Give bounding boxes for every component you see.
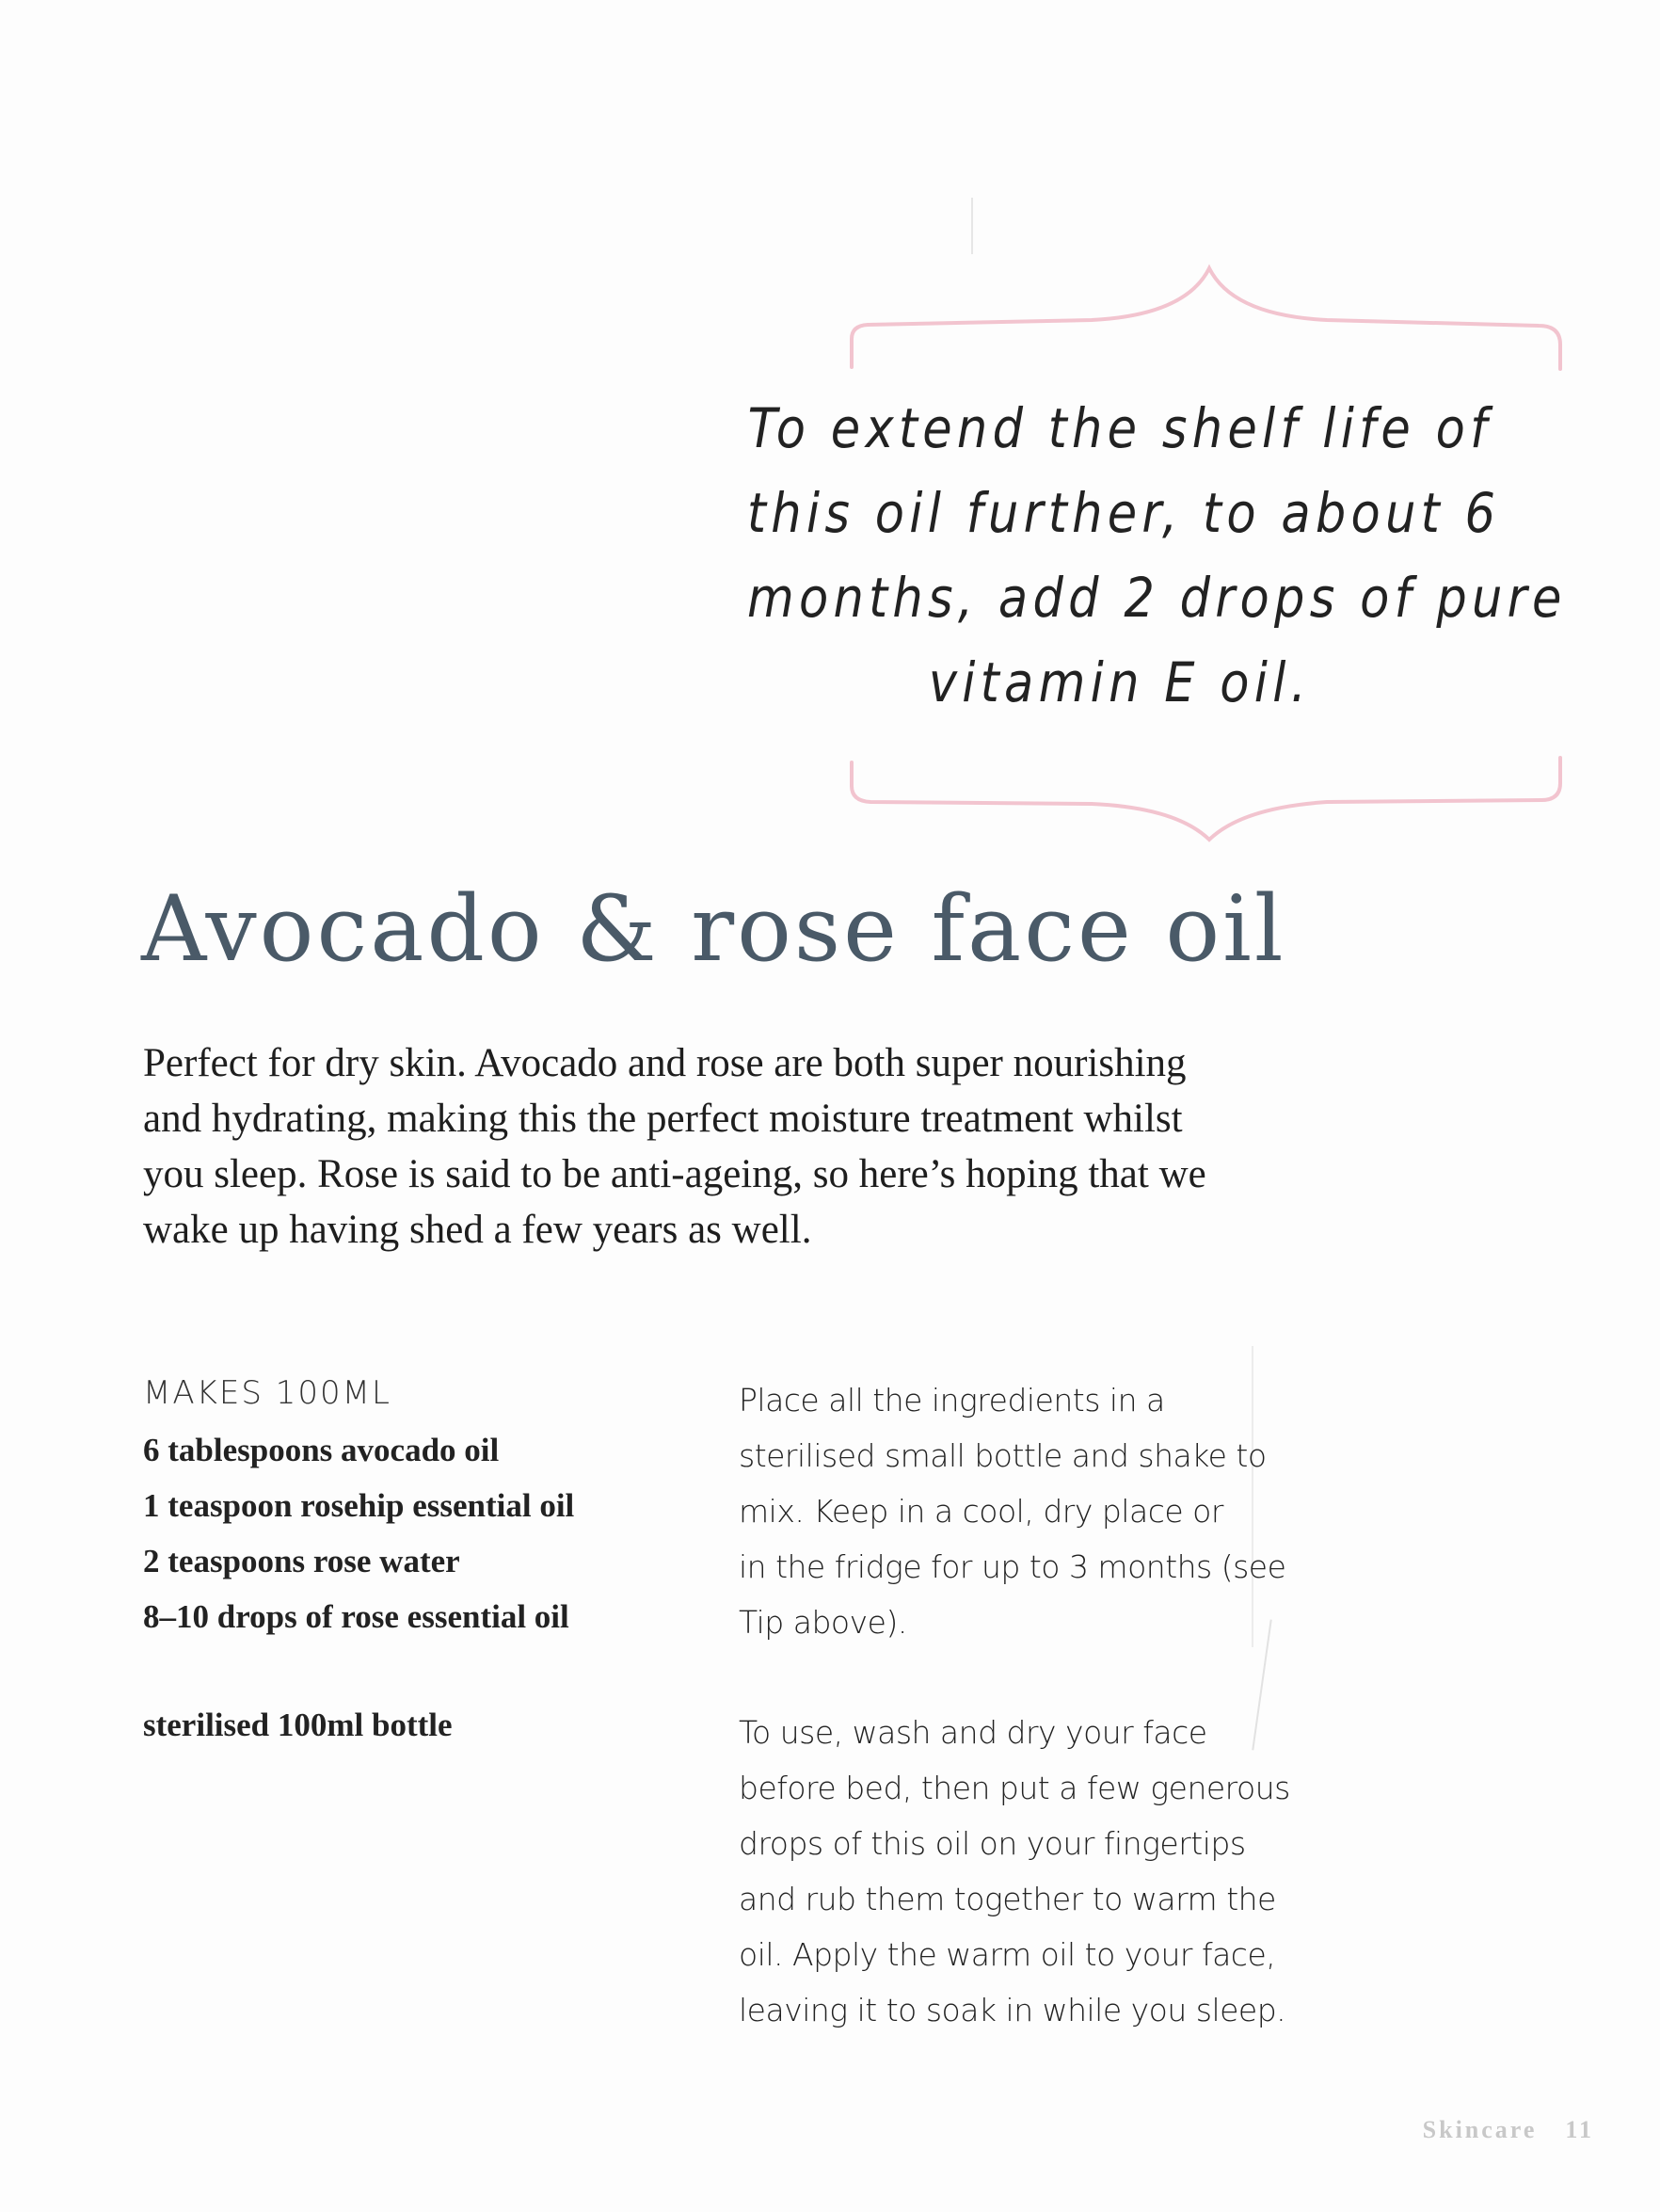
method-line: in the fridge for up to 3 months (see [739, 1548, 1286, 1585]
scan-mark [971, 198, 973, 254]
recipe-intro [143, 1035, 1301, 1258]
recipe-title: Avocado & rose face oil [141, 876, 1286, 982]
equipment-item: sterilised 100ml bottle [143, 1707, 453, 1743]
intro-line: wake up having shed a few years as well. [143, 1208, 812, 1252]
section-name: Skincare [1422, 2116, 1538, 2143]
ingredient-item: 2 teaspoons rose water [143, 1543, 460, 1579]
method-line: and rub them together to warm the [739, 1881, 1276, 1917]
tip-line: To extend the shelf life of [747, 396, 1492, 460]
method-line: oil. Apply the warm oil to your face, [739, 1936, 1276, 1973]
method-line: Place all the ingredients in a [739, 1382, 1165, 1419]
intro-line: you sleep. Rose is said to be anti-ageing, so here’s hoping that we [143, 1152, 1206, 1196]
method-line: leaving it to soak in while you sleep. [739, 1992, 1286, 2028]
method-line: sterilised small bottle and shake to [739, 1437, 1267, 1474]
tip-line: vitamin E oil. [928, 650, 1312, 714]
method-column [739, 1372, 1303, 2038]
method-line: before bed, then put a few generous [739, 1770, 1290, 1806]
ingredient-list [143, 1422, 670, 1644]
tip-callout [696, 264, 1567, 847]
ingredient-item: 8–10 drops of rose essential oil [143, 1598, 569, 1635]
tip-line: months, add 2 drops of pure [747, 566, 1567, 630]
ingredients-column [143, 1370, 670, 1753]
method-line: drops of this oil on your fingertips [739, 1825, 1246, 1862]
page-footer [1423, 2116, 1594, 2144]
intro-line: and hydrating, making this the perfect moisture treatment whilst [143, 1097, 1183, 1141]
yield-label: MAKES 100ML [143, 1374, 391, 1412]
ingredient-item: 6 tablespoons avocado oil [143, 1432, 500, 1468]
ingredient-item: 1 teaspoon rosehip essential oil [143, 1487, 575, 1524]
tip-text [747, 386, 1567, 725]
page-number: 11 [1565, 2116, 1594, 2143]
tip-line: this oil further, to about 6 [747, 481, 1501, 545]
method-paragraph [739, 1372, 1303, 1650]
intro-line: Perfect for dry skin. Avocado and rose are both super nourishing [143, 1041, 1187, 1085]
method-line: Tip above). [739, 1604, 907, 1641]
method-line: mix. Keep in a cool, dry place or [739, 1493, 1223, 1530]
method-line: To use, wash and dry your face [739, 1714, 1207, 1751]
method-paragraph [739, 1705, 1303, 2038]
